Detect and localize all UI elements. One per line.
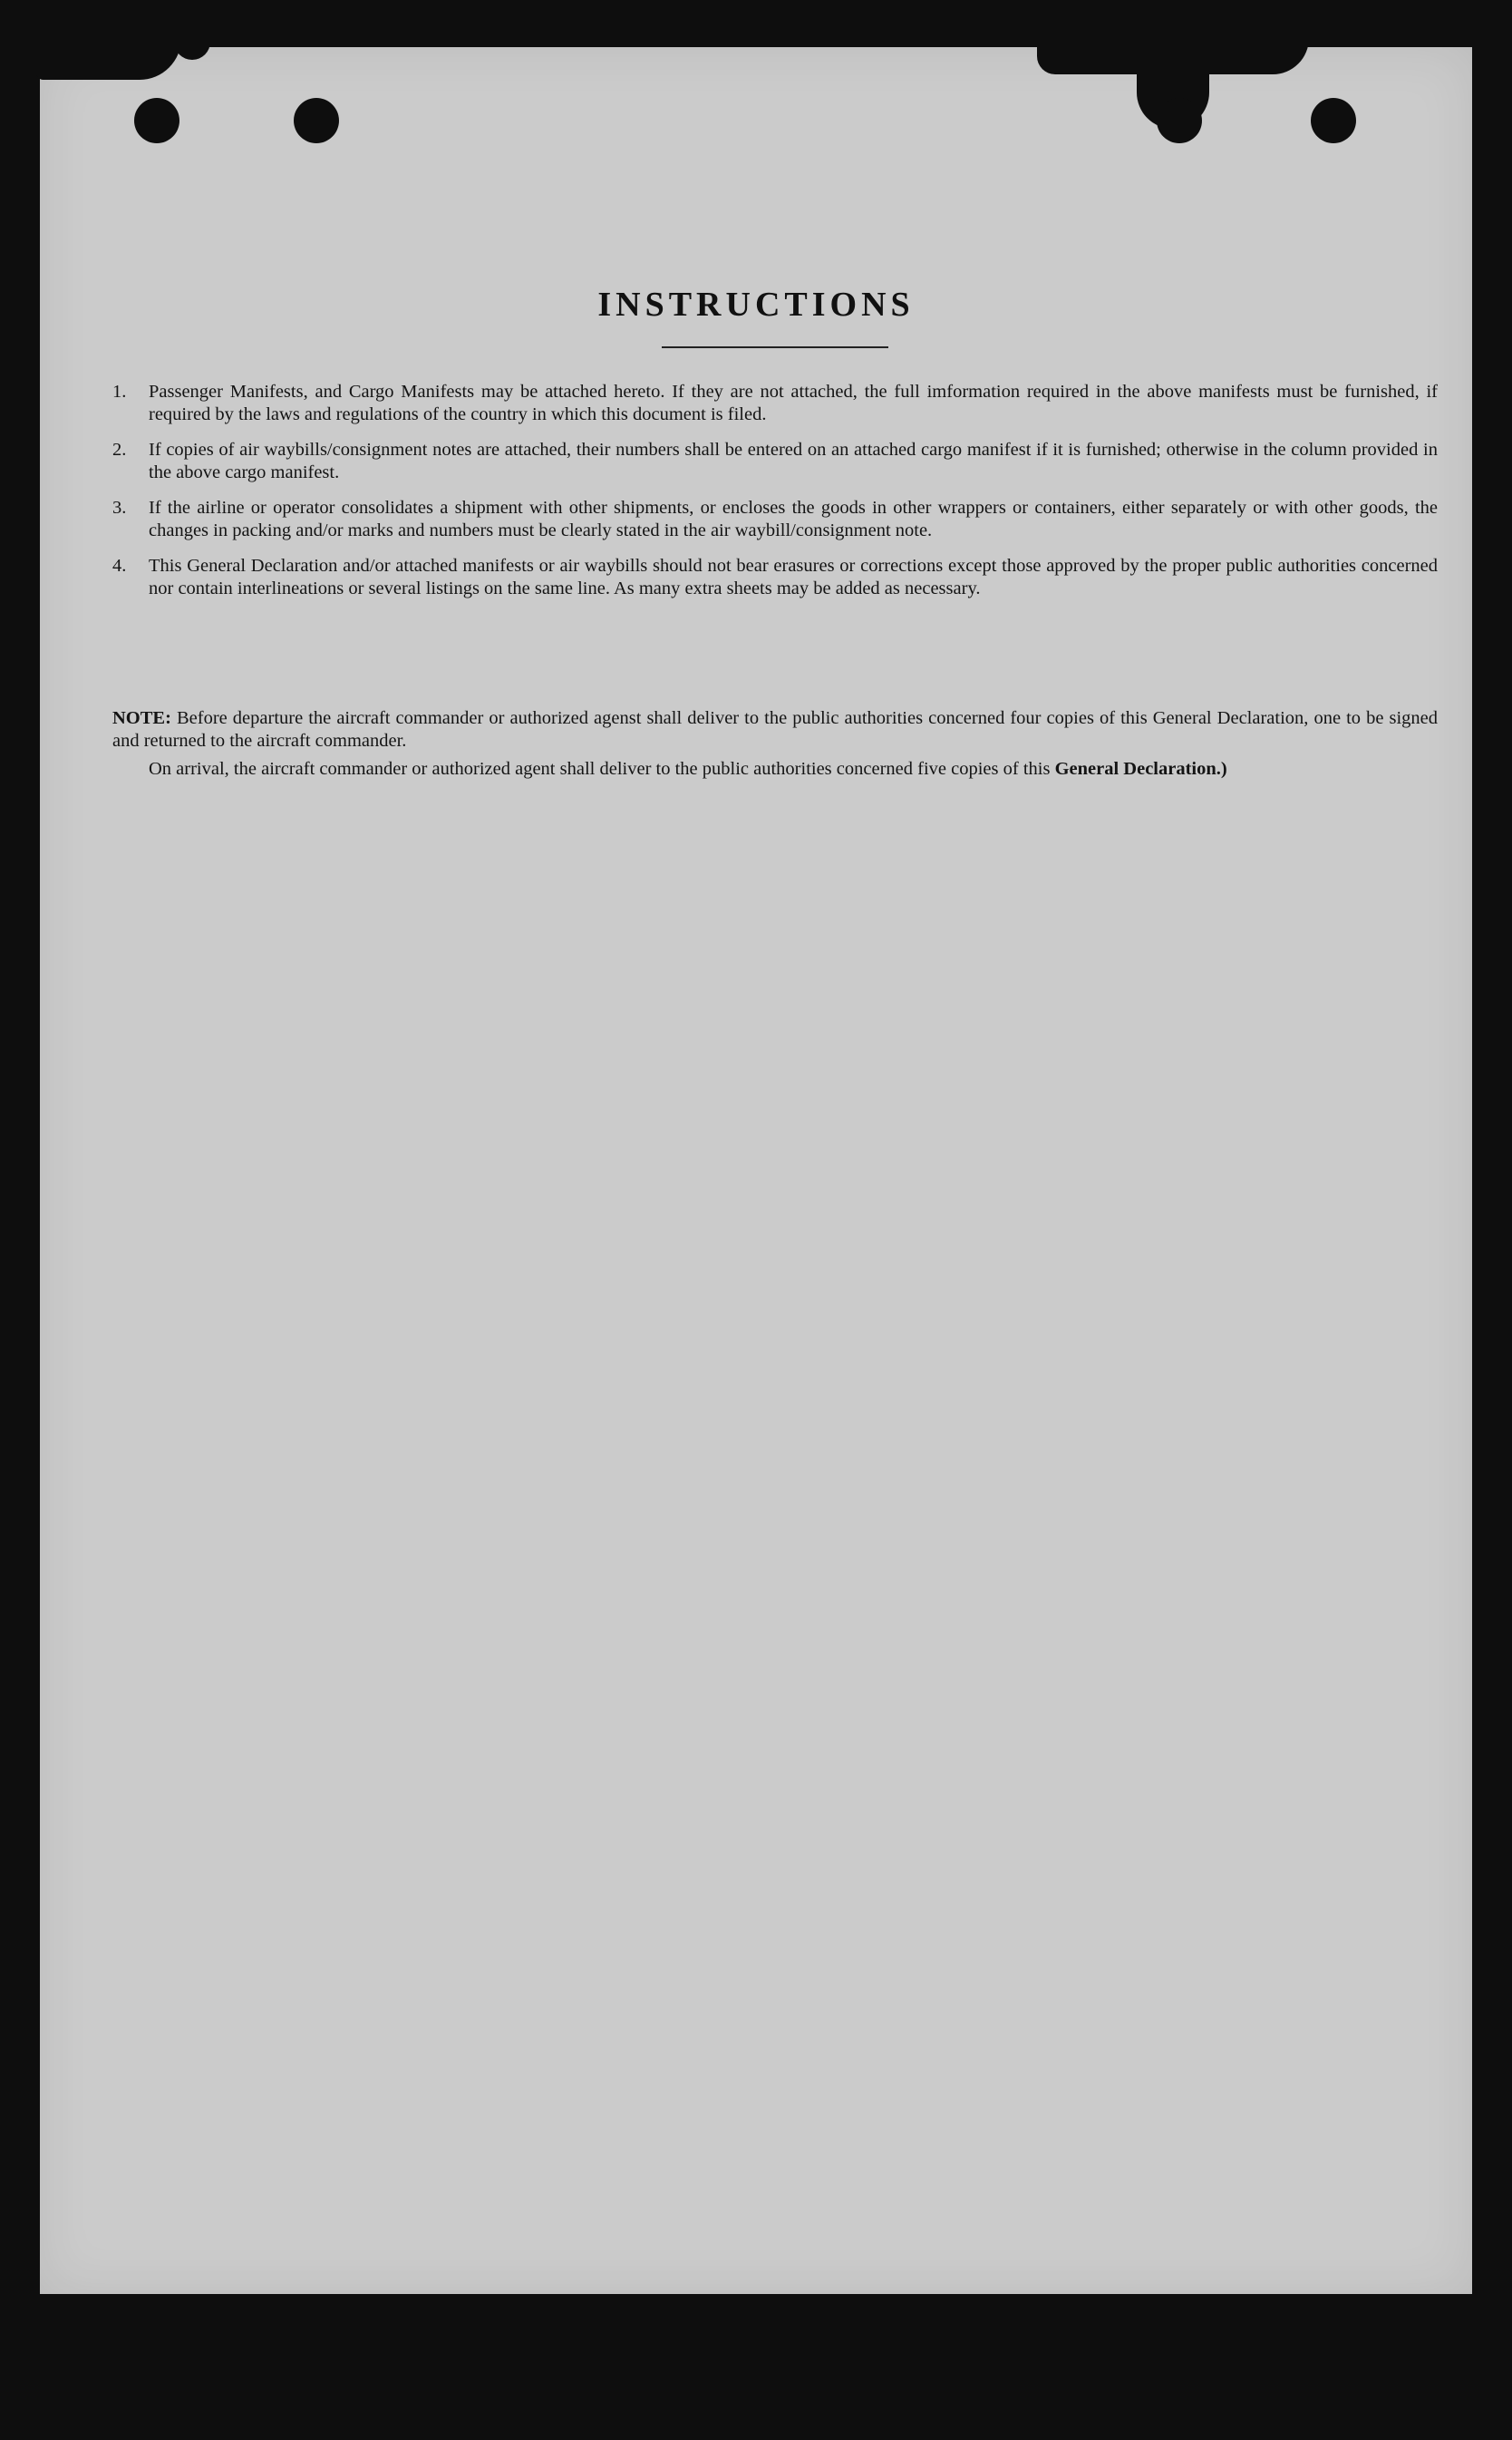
instruction-text: This General Declaration and/or attached manifests or air waybills should not bear erasures or corrections except those approved by the proper public authorities concerned nor contain interlineations or several listings on the same line. As many extra sheets may be added as necessary. <box>149 556 1438 598</box>
title-underline <box>662 346 888 348</box>
instruction-number: 2. <box>112 440 127 460</box>
instruction-text: If the airline or operator consolidates a shipment with other shipments, or encloses the goods in other wrappers or containers, either separately or with other goods, the changes in packing and/or marks and numbers must be clearly stated in the air waybill/consignment note. <box>149 498 1438 540</box>
note-departure <box>112 707 1438 753</box>
document-page <box>40 47 1472 2294</box>
punch-hole-left-2 <box>294 98 339 143</box>
punch-hole-left-1 <box>134 98 179 143</box>
note-section <box>112 707 1438 784</box>
note-arrival <box>112 758 1438 781</box>
instruction-item <box>112 439 1438 484</box>
note-arrival-text: On arrival, the aircraft commander or authorized agent shall deliver to the public authorities concerned five copies of this <box>149 759 1055 779</box>
instruction-item <box>112 555 1438 600</box>
note-departure-text: Before departure the aircraft commander or authorized agenst shall deliver to the public authorities concerned four copies of this General Declaration, one to be signed and returned to the aircraft commander. <box>112 708 1438 751</box>
torn-edge-left <box>36 38 181 80</box>
instructions-list <box>112 381 1438 613</box>
page-title: INSTRUCTIONS <box>597 286 915 324</box>
note-label: NOTE: <box>112 708 171 728</box>
note-arrival-bold: General Declaration.) <box>1054 759 1227 779</box>
punch-hole-right-1 <box>1157 98 1202 143</box>
instruction-number: 4. <box>112 556 127 576</box>
torn-edge-left-small <box>174 38 210 60</box>
instruction-number: 3. <box>112 498 127 518</box>
instruction-text: If copies of air waybills/consignment notes are attached, their numbers shall be entered on an attached cargo manifest if it is furnished; otherwise in the column provided in the above cargo manifest. <box>149 440 1438 482</box>
instruction-item <box>112 497 1438 542</box>
instruction-number: 1. <box>112 382 127 402</box>
instruction-item <box>112 381 1438 426</box>
punch-hole-right-2 <box>1311 98 1356 143</box>
instruction-text: Passenger Manifests, and Cargo Manifests may be attached hereto. If they are not attached, the full imformation required in the above manifests must be furnished, if required by the laws and regulations of the country in which this document is filed. <box>149 382 1438 424</box>
